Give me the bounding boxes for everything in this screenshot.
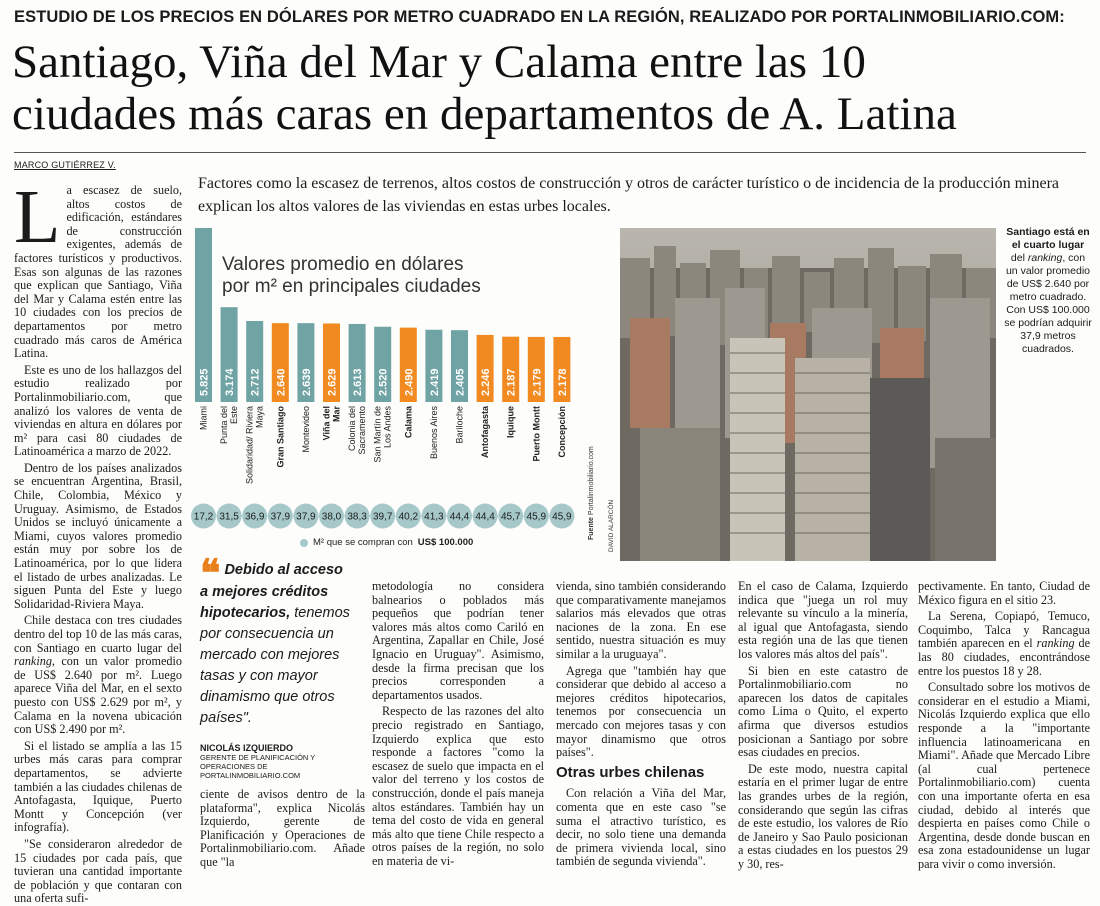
category-label: Viña delMar: [321, 406, 342, 441]
category-label: San Martín deLos Andes: [372, 406, 393, 463]
bar-value-label: 2.490: [403, 368, 416, 396]
category-label: Montevideo: [300, 406, 311, 453]
bar-value-label: 2.712: [249, 368, 262, 396]
paragraph: "Se consideraron alrededor de 15 ciudades por cada país, que tuvieran una cantidad importante de población y que contaran con una oferta sufi-: [14, 836, 182, 906]
bar-value-label: 2.629: [326, 368, 339, 396]
paragraph: metodología no considera balnearios o poblados más pequeños que podrían tener valores más altos como Cariló en Argentina, Zapallar en Chile, José Ignacio en Uruguay". Asimismo, desde la firma precisan que los precios corresponden a departamentos usados.: [372, 579, 544, 702]
bar-value-label: 2.187: [505, 368, 518, 396]
category-label: Colonia delSacramento: [347, 406, 368, 455]
legend-circle-icon: [300, 539, 308, 547]
category-label: Miami: [198, 406, 209, 430]
m2-value-label: 37,9: [296, 511, 316, 523]
article-column-2: [200, 787, 365, 869]
paragraph: Chile destaca con tres ciudades dentro del top 10 de las más caras, con Santiago en cuarto lugar del ranking, con un valor promedio de US$ 2.640 por m². Luego aparece Viña del Mar, en el sexto puesto con US$ 2.629 por m², y Calama en la novena ubicación con US$ 2.490 por m².: [14, 613, 182, 737]
bar-value-label: 2.405: [454, 368, 467, 396]
bar-value-label: 2.246: [480, 368, 493, 396]
pull-quote: ❝ Debido al acceso a mejores créditos hipotecarios, tenemos por consecuencia un mercado con mejores tasas y con mayor dinamismo que otros países".: [200, 550, 350, 726]
category-label: Solidaridad/ RivieraMaya: [244, 406, 265, 485]
header-rule: [14, 152, 1086, 153]
bar-value-label: 2.178: [556, 368, 569, 396]
m2-value-label: 17,2: [193, 511, 214, 523]
headline-line-1: Santiago, Viña del Mar y Calama entre las 10: [12, 36, 866, 88]
category-label: Antofagasta: [480, 406, 491, 459]
quote-author-role: GERENTE DE PLANIFICACIÓN Y OPERACIONES DE PORTALINMOBILIARIO.COM: [200, 753, 316, 780]
bar-value-label: 2.639: [300, 368, 313, 396]
category-label: Concepción: [556, 406, 567, 458]
category-label: Calama: [403, 406, 414, 439]
headline: [12, 36, 1092, 140]
paragraph: La escasez de suelo, altos costos de edificación, estándares de construcción exigentes, además de factores turísticos y productivos. Esas son algunas de las razones que explican que Santiago, Viña del Mar y Calama estén entre las 10 ciudades con los precios de departamentos por metro cuadrado más caros de América Latina.: [14, 175, 182, 361]
chart-legend: [300, 537, 473, 548]
category-label: Gran Santiago: [275, 406, 286, 468]
paragraph: Agrega que "también hay que considerar que debido al acceso a mejores créditos hipotecarios, tenemos por consecuencia un mercado con mejores tasas y con mayor dinamismo que otros países".: [556, 663, 726, 760]
paragraph: La Serena, Copiapó, Temuco, Coquimbo, Talca y Rancagua también aparecen en el ranking de las 80 ciudades, encontrándose entre los puestos 18 y 28.: [918, 609, 1090, 678]
chart-title-line-2: por m² en principales ciudades: [222, 276, 481, 297]
m2-value-label: 45,9: [526, 511, 547, 523]
bar-value-label: 2.419: [428, 368, 441, 396]
paragraph: Dentro de los países analizados se encuentran Argentina, Brasil, Chile, Colombia, México y Uruguay. Asimismo, de Estados Unidos se incluyó únicamente a Miami, cuyos valores promedio están muy por sobre los de Latinoamérica, por lo que lidera el listado de urbes analizadas. Le siguen Punta del Este y luego Solidaridad-Riviera Maya.: [14, 460, 182, 611]
byline: MARCO GUTIÉRREZ V.: [14, 160, 116, 170]
legend-amount: US$ 100.000: [417, 537, 474, 548]
m2-value-label: 37,9: [270, 511, 291, 523]
category-label: Punta delEste: [219, 406, 240, 445]
m2-value-label: 39,7: [372, 511, 393, 523]
category-label: Buenos Aires: [428, 406, 439, 460]
category-label: Puerto Montt: [531, 406, 542, 462]
m2-value-label: 45,9: [552, 511, 572, 523]
price-chart: [192, 222, 610, 552]
m2-value-label: 44,4: [449, 511, 470, 523]
paragraph: vienda, sino también considerando que comparativamente manejamos salarios más elevados que otras naciones de la zona. En ese sentido, nuestra situación es muy similar a la uruguaya".: [556, 579, 726, 661]
m2-value-label: 38,3: [347, 511, 367, 523]
chart-title: [222, 254, 481, 298]
category-label: Bariloche: [454, 406, 465, 444]
quote-author: NICOLÁS IZQUIERDO: [200, 743, 294, 753]
chart-source: Fuente Portalinmobiliario.com: [588, 446, 595, 540]
bar-value-label: 2.640: [275, 368, 288, 396]
article-column-6: [918, 579, 1090, 871]
article-column-4: [556, 579, 726, 869]
article-column-1: [14, 175, 182, 906]
santiago-skyline-photo: [620, 228, 996, 561]
bar-value-label: 2.179: [531, 368, 544, 396]
quote-attribution: [200, 743, 360, 780]
m2-value-label: 44,4: [475, 511, 495, 523]
paragraph: Consultado sobre los motivos de considerar en el estudio a Miami, Nicolás Izquierdo explica que ello responde a la "importante influencia latinoamericana en Miami". Añade que Mercado Libre (al cual pertenece Portalinmobiliario.com) cuenta con una importante oferta en esa ciudad, debido al interés que despierta en países como Chile o Argentina, desde donde buscan en esa zona estadounidense un lugar para vivir o como inversión.: [918, 680, 1090, 871]
bar-value-label: 3.174: [224, 368, 237, 396]
section-subhead: Otras urbes chilenas: [556, 763, 705, 781]
article-column-5: [738, 579, 908, 871]
paragraph: pectivamente. En tanto, Ciudad de México figura en el sitio 23.: [918, 579, 1090, 607]
headline-line-2: ciudades más caras en departamentos de A. Latina: [12, 88, 957, 140]
paragraph: Si bien en este catastro de Portalinmobiliario.com no aparecen los datos de capitales como Lima o Quito, el experto afirma que diversos estudios posicionan a Santiago por sobre esas ciudades en precios.: [738, 663, 908, 760]
quote-mark-icon: ❝: [200, 550, 221, 595]
m2-value-label: 31,5: [219, 511, 239, 523]
m2-value-label: 45,7: [500, 511, 521, 523]
legend-text: M² que se compran con: [313, 537, 413, 548]
kicker: ESTUDIO DE LOS PRECIOS EN DÓLARES POR METRO CUADRADO EN LA REGIÓN, REALIZADO POR PORTALINMOBILIARIO.COM:: [14, 8, 1065, 26]
m2-value-label: 36,9: [244, 511, 265, 523]
paragraph: De este modo, nuestra capital estaría en el primer lugar de entre las grandes urbes de la región, considerando que según las cifras de este estudio, los valores de Río de Janeiro y Sao Paulo posicionan a estas ciudades en los puestos 29 y 30, res-: [738, 761, 908, 871]
bar-value-label: 5.825: [198, 368, 211, 396]
category-label: Iquique: [505, 406, 516, 438]
city-aerial-illustration: [620, 228, 996, 561]
article-column-3: [372, 579, 544, 868]
drop-cap: L: [14, 175, 61, 259]
photo-caption: Santiago está en el cuarto lugar del ranking, con un valor promedio de US$ 2.640 por metro cuadrado. Con US$ 100.000 se podrían adquirir 37,9 metros cuadrados.: [1004, 226, 1092, 355]
m2-value-label: 40,2: [398, 511, 419, 523]
paragraph: En el caso de Calama, Izquierdo indica que "juega un rol muy relevante su vínculo a la minería, al igual que Antofagasta, siendo esta región una de las que tienen los valores más altos del país".: [738, 579, 908, 661]
photo-credit: DAVID ALARCÓN: [608, 499, 615, 552]
lead-summary: Factores como la escasez de terrenos, altos costos de construcción y otros de carácter turístico o de incidencia de la producción minera explican los altos valores de las viviendas en estas urbes locales.: [198, 175, 1059, 215]
paragraph: Con relación a Viña del Mar, comenta que en este caso "se suma el atractivo turístico, es decir, no solo tiene una demanda de primera vivienda local, sino también de segunda vivienda".: [556, 786, 726, 869]
paragraph: Respecto de las razones del alto precio registrado en Santiago, Izquierdo explica que esto responde a factores "como la escasez de suelo que impacta en el valor del terreno y los costos de construcción, donde el país maneja altos estándares. También hay un tema del costo de vida en general más alto que tiene Chile respecto a otros países de la región, no solo en materia de vi-: [372, 704, 544, 868]
bar-value-label: 2.613: [352, 368, 365, 396]
paragraph: ciente de avisos dentro de la plataforma", explica Nicolás Izquierdo, gerente de Planificación y Operaciones de Portalinmobiliario.com. Añade que "la: [200, 787, 365, 869]
paragraph: Si el listado se amplía a las 15 urbes más caras para comprar departamentos, se advierte también a las ciudades chilenas de Antofagasta, Iquique, Puerto Montt y Concepción (ver infografía).: [14, 738, 182, 835]
chart-title-line-1: Valores promedio en dólares: [222, 254, 464, 275]
m2-value-label: 38,0: [321, 511, 342, 523]
m2-value-label: 41,3: [424, 511, 444, 523]
bar-value-label: 2.520: [377, 368, 390, 396]
paragraph: Este es uno de los hallazgos del estudio realizado por Portalinmobiliario.com, que analizó los valores de venta de viviendas en altura en dólares por m² para casi 80 ciudades de Latinoamérica a marzo de 2022.: [14, 362, 182, 459]
